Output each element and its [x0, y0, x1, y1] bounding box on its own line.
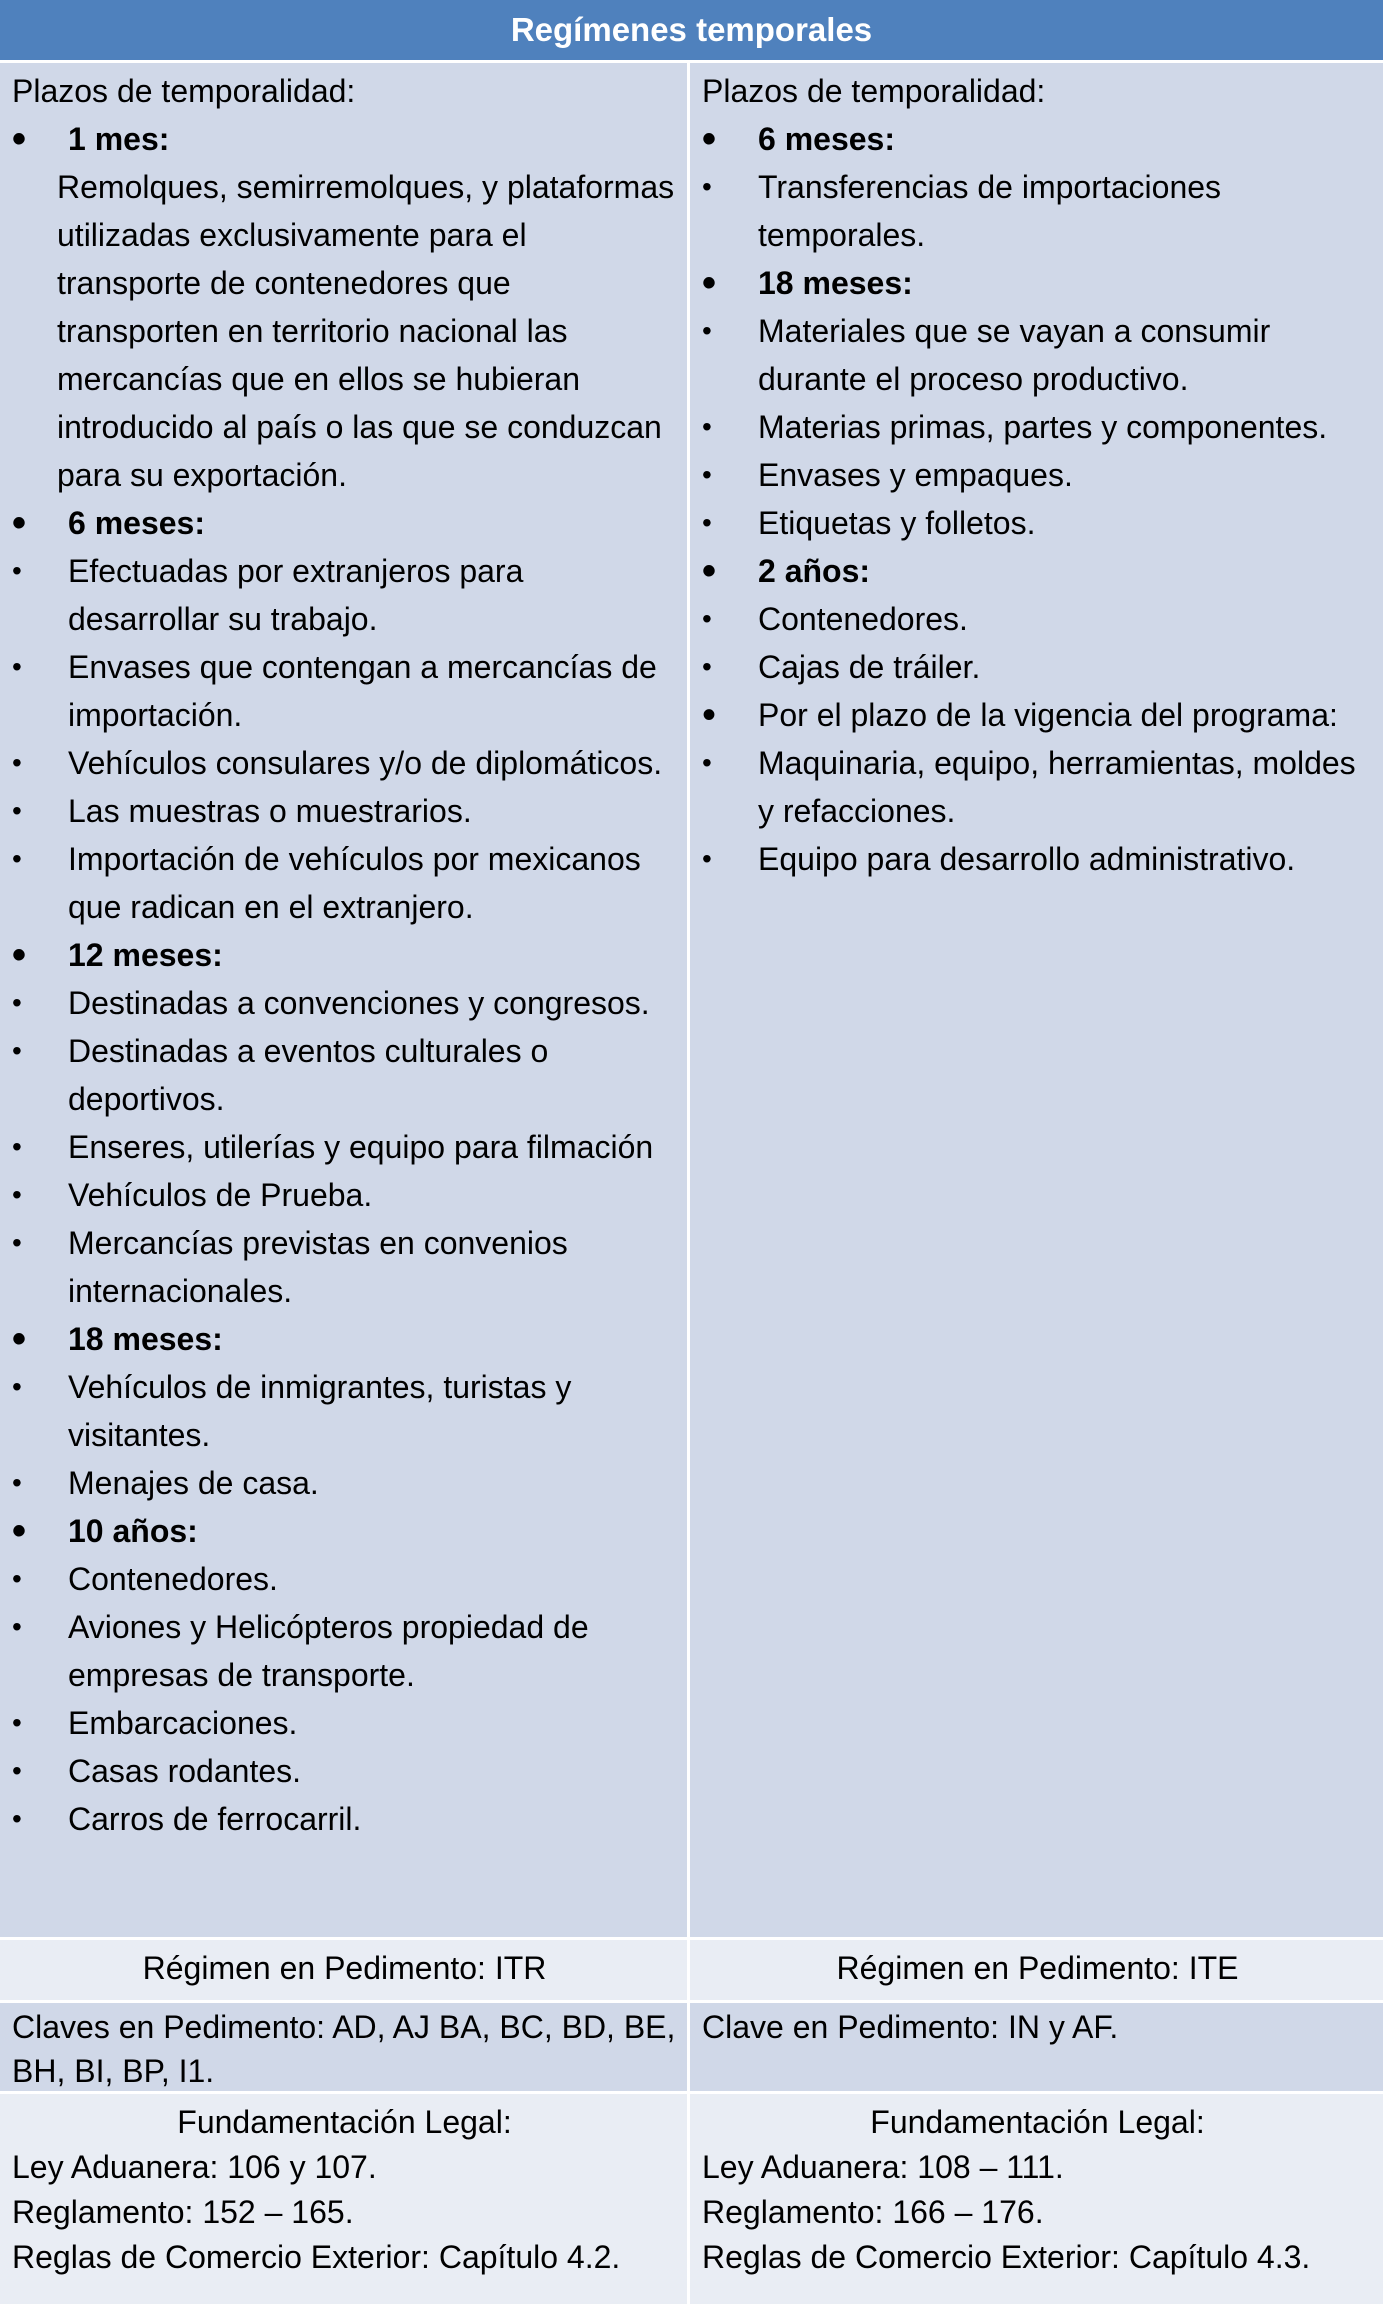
list-item-text: Destinadas a convenciones y congresos. — [68, 985, 650, 1021]
list-item — [12, 547, 677, 643]
ite-legal-ley: Ley Aduanera: 108 – 111. — [702, 2149, 1064, 2185]
term-heading-text: 10 años: — [68, 1513, 198, 1549]
list-item-text: Embarcaciones. — [68, 1705, 298, 1741]
itr-legal-cell — [0, 2094, 690, 2304]
bullet-icon: • — [702, 459, 712, 490]
ite-legal-reglamento: Reglamento: 166 – 176. — [702, 2194, 1044, 2230]
bullet-icon: • — [12, 117, 27, 161]
bullet-icon: • — [702, 549, 717, 593]
list-item-text: Equipo para desarrollo administrativo. — [758, 841, 1296, 877]
list-item-text: Maquinaria, equipo, herramientas, moldes y refacciones. — [758, 745, 1356, 829]
list-item-text: Efectuadas por extranjeros para desarrollar su trabajo. — [68, 553, 524, 637]
regime-row — [0, 1940, 1383, 2003]
claves-row — [0, 2003, 1383, 2094]
ite-regime-cell: Régimen en Pedimento: ITE — [690, 1940, 1383, 2000]
list-item — [12, 1219, 677, 1315]
ite-terms-list — [702, 115, 1373, 883]
term-heading — [702, 115, 1373, 163]
ite-terms-intro: Plazos de temporalidad: — [702, 73, 1046, 109]
ite-claves-cell: Clave en Pedimento: IN y AF. — [690, 2003, 1383, 2091]
term-heading-text: Por el plazo de la vigencia del programa: — [758, 697, 1338, 733]
list-item — [12, 1171, 677, 1219]
ite-legal-reglas: Reglas de Comercio Exterior: Capítulo 4.3. — [702, 2239, 1311, 2275]
list-item — [702, 499, 1373, 547]
term-heading — [702, 691, 1373, 739]
term-heading — [702, 259, 1373, 307]
bullet-icon: • — [702, 747, 712, 778]
ite-legal-cell — [690, 2094, 1383, 2304]
bullet-icon: • — [12, 1563, 22, 1594]
itr-terms-list — [12, 499, 677, 1843]
term-heading-text: 2 años: — [758, 553, 871, 589]
itr-claves-cell: Claves en Pedimento: AD, AJ BA, BC, BD, BE, BH, BI, BP, I1. — [0, 2003, 690, 2091]
list-item-text: Mercancías previstas en convenios internacionales. — [68, 1225, 568, 1309]
list-item — [702, 451, 1373, 499]
itr-legal-reglamento: Reglamento: 152 – 165. — [12, 2194, 354, 2230]
list-item-text: Cajas de tráiler. — [758, 649, 981, 685]
bullet-icon: • — [12, 933, 27, 977]
list-item-text: Destinadas a eventos culturales o deportivos. — [68, 1033, 549, 1117]
term-heading — [12, 931, 677, 979]
itr-terms-cell — [0, 63, 690, 1937]
bullet-icon: • — [12, 987, 22, 1018]
list-item-text: Vehículos de Prueba. — [68, 1177, 373, 1213]
bullet-icon: • — [12, 1467, 22, 1498]
bullet-icon: • — [12, 1317, 27, 1361]
list-item — [702, 307, 1373, 403]
list-item-text: Contenedores. — [68, 1561, 278, 1597]
itr-legal-ley: Ley Aduanera: 106 y 107. — [12, 2149, 377, 2185]
table-header: Regímenes temporales — [0, 0, 1383, 63]
bullet-icon: • — [12, 795, 22, 826]
list-item — [12, 787, 677, 835]
list-item — [12, 1699, 677, 1747]
bullet-icon: • — [12, 1371, 22, 1402]
list-item — [702, 403, 1373, 451]
list-item-text: Envases que contengan a mercancías de importación. — [68, 649, 657, 733]
bullet-icon: • — [12, 1611, 22, 1642]
list-item — [12, 739, 677, 787]
list-item-text: Transferencias de importaciones temporales. — [758, 169, 1222, 253]
list-item — [12, 1795, 677, 1843]
list-item — [12, 1123, 677, 1171]
itr-term-heading — [12, 115, 677, 163]
bullet-icon: • — [12, 555, 22, 586]
list-item-text: Vehículos consulares y/o de diplomáticos. — [68, 745, 663, 781]
list-item — [12, 1603, 677, 1699]
ite-terms-cell — [690, 63, 1383, 1937]
itr-first-list — [12, 115, 677, 163]
list-item — [12, 643, 677, 739]
list-item — [12, 1555, 677, 1603]
term-heading — [702, 547, 1373, 595]
term-heading — [12, 1315, 677, 1363]
bullet-icon: • — [12, 1755, 22, 1786]
terms-row — [0, 63, 1383, 1940]
list-item-text: Menajes de casa. — [68, 1465, 319, 1501]
bullet-icon: • — [12, 1803, 22, 1834]
bullet-icon: • — [12, 1707, 22, 1738]
list-item — [702, 643, 1373, 691]
list-item-text: Las muestras o muestrarios. — [68, 793, 472, 829]
bullet-icon: • — [12, 747, 22, 778]
bullet-icon: • — [12, 501, 27, 545]
term-heading-text: 6 meses: — [758, 121, 895, 157]
list-item — [12, 835, 677, 931]
bullet-icon: • — [12, 1179, 22, 1210]
itr-one-month-text: Remolques, semirremolques, y plataformas utilizadas exclusivamente para el transporte de contenedores que transporten en territorio nacional las mercancías que en ellos se hubieran introducido al país o las que se conduzcan para su exportación. — [57, 169, 675, 493]
bullet-icon: • — [702, 693, 717, 737]
ite-legal-title: Fundamentación Legal: — [870, 2104, 1205, 2140]
itr-legal-title: Fundamentación Legal: — [177, 2104, 512, 2140]
list-item — [702, 739, 1373, 835]
list-item-text: Materias primas, partes y componentes. — [758, 409, 1328, 445]
list-item-text: Importación de vehículos por mexicanos que radican en el extranjero. — [68, 841, 641, 925]
itr-terms-intro: Plazos de temporalidad: — [12, 73, 356, 109]
bullet-icon: • — [702, 651, 712, 682]
list-item — [12, 979, 677, 1027]
bullet-icon: • — [12, 1131, 22, 1162]
term-heading-text: 12 meses: — [68, 937, 223, 973]
bullet-icon: • — [12, 1227, 22, 1258]
list-item-text: Contenedores. — [758, 601, 968, 637]
list-item — [702, 835, 1373, 883]
list-item-text: Etiquetas y folletos. — [758, 505, 1036, 541]
list-item-text: Carros de ferrocarril. — [68, 1801, 362, 1837]
term-heading — [12, 499, 677, 547]
list-item — [12, 1363, 677, 1459]
bullet-icon: • — [702, 507, 712, 538]
list-item — [12, 1747, 677, 1795]
bullet-icon: • — [702, 315, 712, 346]
list-item-text: Enseres, utilerías y equipo para filmación — [68, 1129, 654, 1165]
list-item-text: Casas rodantes. — [68, 1753, 302, 1789]
bullet-icon: • — [702, 843, 712, 874]
list-item-text: Vehículos de inmigrantes, turistas y visitantes. — [68, 1369, 572, 1453]
list-item — [702, 163, 1373, 259]
bullet-icon: • — [12, 651, 22, 682]
legal-basis-row — [0, 2094, 1383, 2304]
itr-regime-cell: Régimen en Pedimento: ITR — [0, 1940, 690, 2000]
term-heading — [12, 1507, 677, 1555]
term-heading-text: 18 meses: — [68, 1321, 223, 1357]
itr-legal-reglas: Reglas de Comercio Exterior: Capítulo 4.2. — [12, 2239, 621, 2275]
list-item — [12, 1459, 677, 1507]
bullet-icon: • — [702, 117, 717, 161]
bullet-icon: • — [702, 603, 712, 634]
bullet-icon: • — [12, 843, 22, 874]
bullet-icon: • — [702, 261, 717, 305]
list-item — [702, 595, 1373, 643]
itr-term-heading-text: 1 mes: — [68, 121, 170, 157]
term-heading-text: 6 meses: — [68, 505, 205, 541]
bullet-icon: • — [12, 1509, 27, 1553]
bullet-icon: • — [702, 411, 712, 442]
list-item-text: Envases y empaques. — [758, 457, 1073, 493]
term-heading-text: 18 meses: — [758, 265, 913, 301]
list-item — [12, 1027, 677, 1123]
list-item-text: Aviones y Helicópteros propiedad de empresas de transporte. — [68, 1609, 589, 1693]
bullet-icon: • — [12, 1035, 22, 1066]
bullet-icon: • — [702, 171, 712, 202]
list-item-text: Materiales que se vayan a consumir durante el proceso productivo. — [758, 313, 1271, 397]
